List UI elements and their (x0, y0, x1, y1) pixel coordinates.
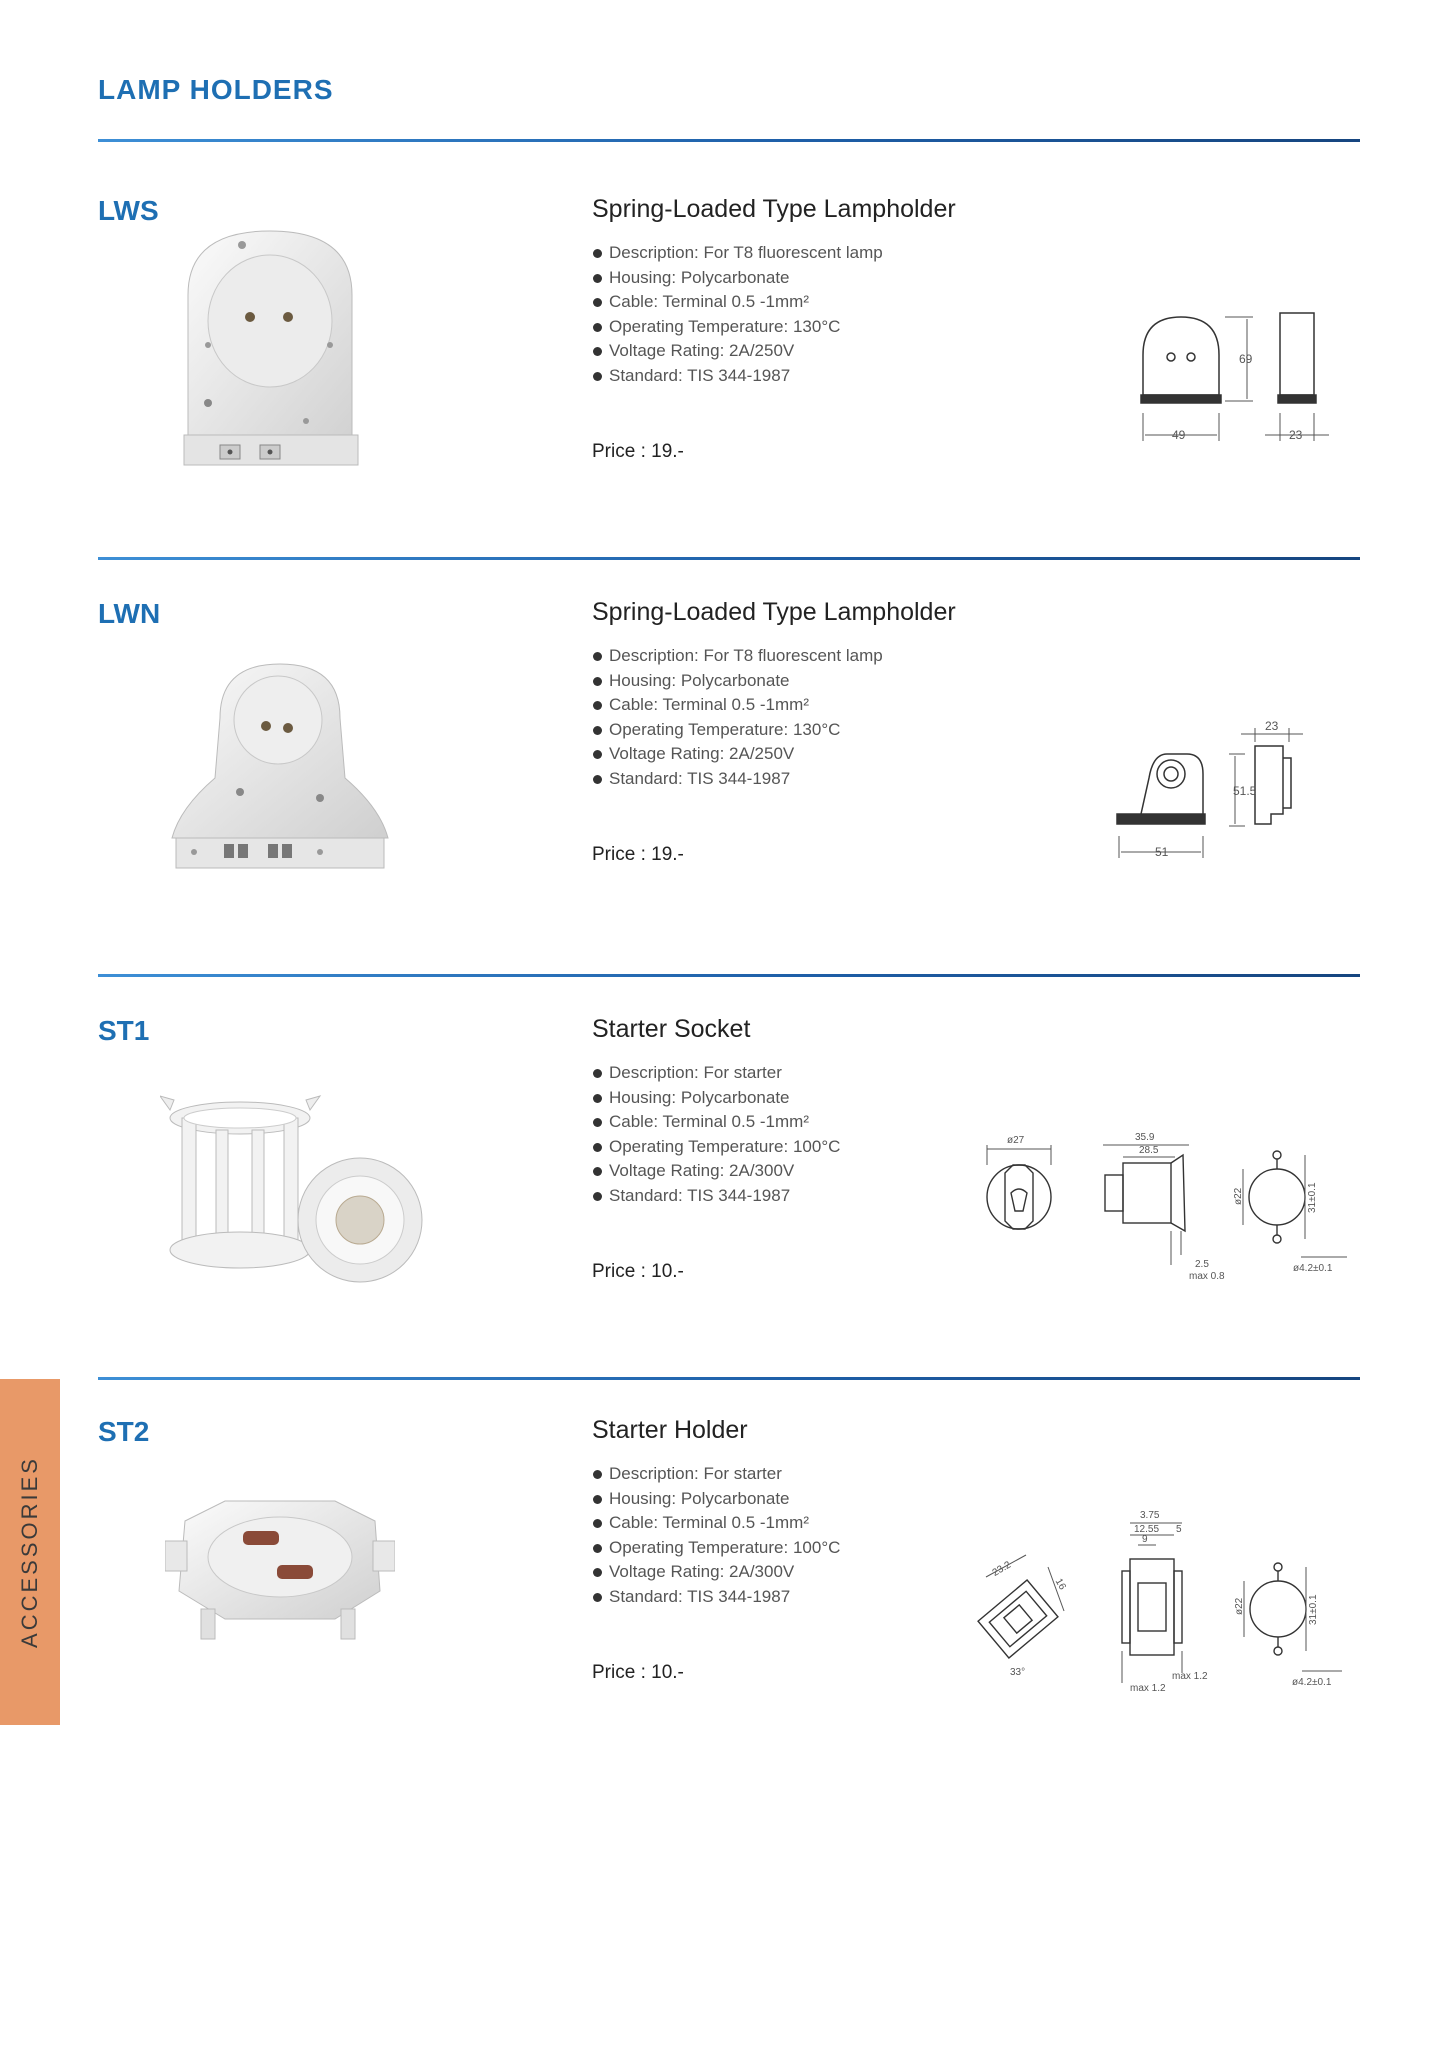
spec-item: Operating Temperature: 100°C (592, 1135, 840, 1160)
section-divider (98, 557, 1360, 560)
spec-list (592, 644, 883, 792)
spec-item: Cable: Terminal 0.5 -1mm² (592, 290, 883, 315)
dim-hole: ø4.2±0.1 (1292, 1677, 1332, 1688)
dim-height: 69 (1239, 352, 1253, 366)
dim-h: 31±0.1 (1308, 1594, 1319, 1625)
spec-item: Housing: Polycarbonate (592, 1086, 840, 1111)
spec-item: Operating Temperature: 100°C (592, 1536, 840, 1561)
dim-width: 51 (1155, 845, 1169, 859)
spec-item: Housing: Polycarbonate (592, 266, 883, 291)
product-price: Price : 19.- (592, 844, 684, 865)
product-code: ST1 (98, 1015, 150, 1046)
spec-item: Voltage Rating: 2A/300V (592, 1159, 840, 1184)
spec-item: Operating Temperature: 130°C (592, 718, 883, 743)
dim-t1: max 1.2 (1172, 1671, 1208, 1682)
page-title: LAMP HOLDERS (98, 74, 334, 105)
spec-list (592, 1462, 840, 1610)
dim-dia: ø27 (1007, 1135, 1025, 1146)
dim-hole: ø4.2±0.1 (1293, 1263, 1333, 1274)
dim-height: 51.5 (1233, 784, 1257, 798)
st2-product-photo (165, 1491, 395, 1641)
spec-item: Standard: TIS 344-1987 (592, 767, 883, 792)
spec-item: Cable: Terminal 0.5 -1mm² (592, 1511, 840, 1536)
dim-t2: max 1.2 (1130, 1683, 1166, 1694)
dim-w3: 9 (1142, 1534, 1148, 1545)
product-st1 (0, 1015, 1448, 1395)
spec-item: Standard: TIS 344-1987 (592, 1184, 840, 1209)
product-price: Price : 10.- (592, 1662, 684, 1683)
spec-item: Description: For T8 fluorescent lamp (592, 644, 883, 669)
spec-item: Cable: Terminal 0.5 -1mm² (592, 1110, 840, 1135)
dim-d2: 16 (1052, 1576, 1068, 1592)
spec-item: Voltage Rating: 2A/250V (592, 339, 883, 364)
spec-item: Standard: TIS 344-1987 (592, 364, 883, 389)
dim-w2: 28.5 (1139, 1145, 1159, 1156)
spec-item: Cable: Terminal 0.5 -1mm² (592, 693, 883, 718)
dim-w2: 12.55 (1134, 1524, 1160, 1535)
side-tab (0, 1379, 60, 1725)
dim-depth: 23 (1289, 428, 1303, 442)
spec-item: Housing: Polycarbonate (592, 669, 883, 694)
spec-item: Description: For T8 fluorescent lamp (592, 241, 883, 266)
section-divider (98, 1377, 1360, 1380)
dim-w4: 5 (1176, 1524, 1182, 1535)
lws-product-photo (170, 225, 370, 485)
dim-h: 31±0.1 (1307, 1182, 1318, 1213)
lws-dimension-drawing (1125, 305, 1350, 455)
product-code: ST2 (98, 1416, 150, 1447)
spec-item: Operating Temperature: 130°C (592, 315, 883, 340)
section-divider (98, 974, 1360, 977)
st1-dimension-drawing (975, 1115, 1355, 1290)
dim-dia2: ø22 (1234, 1597, 1245, 1615)
spec-item: Description: For starter (592, 1061, 840, 1086)
product-title: Starter Socket (592, 1015, 751, 1043)
dim-angle: 33° (1010, 1667, 1026, 1678)
spec-item: Voltage Rating: 2A/300V (592, 1560, 840, 1585)
spec-item: Voltage Rating: 2A/250V (592, 742, 883, 767)
dim-d1: 23.2 (990, 1559, 1013, 1579)
product-price: Price : 19.- (592, 441, 684, 462)
dim-t1: 2.5 (1195, 1259, 1209, 1270)
dim-dia2: ø22 (1233, 1187, 1244, 1205)
product-title: Spring-Loaded Type Lampholder (592, 598, 956, 626)
spec-item: Standard: TIS 344-1987 (592, 1585, 840, 1610)
spec-list (592, 1061, 840, 1209)
dim-depth: 23 (1265, 719, 1279, 733)
side-tab-label: ACCESSORIES (17, 1456, 42, 1648)
spec-item: Housing: Polycarbonate (592, 1487, 840, 1512)
product-price: Price : 10.- (592, 1261, 684, 1282)
product-lws (0, 195, 1448, 575)
product-title: Starter Holder (592, 1416, 748, 1444)
product-st2 (0, 1416, 1448, 1796)
product-title: Spring-Loaded Type Lampholder (592, 195, 956, 223)
dim-w1: 3.75 (1140, 1510, 1160, 1521)
st1-product-photo (160, 1090, 430, 1305)
dim-width: 49 (1172, 428, 1186, 442)
product-lwn (0, 598, 1448, 978)
dim-w1: 35.9 (1135, 1132, 1155, 1143)
header-divider (98, 139, 1360, 142)
lwn-product-photo (170, 658, 390, 888)
lwn-dimension-drawing (1105, 718, 1345, 868)
product-code: LWS (98, 195, 159, 226)
product-code: LWN (98, 598, 161, 629)
spec-item: Description: For starter (592, 1462, 840, 1487)
spec-list (592, 241, 883, 389)
st2-dimension-drawing (950, 1501, 1345, 1701)
dim-t2: max 0.8 (1189, 1271, 1225, 1282)
